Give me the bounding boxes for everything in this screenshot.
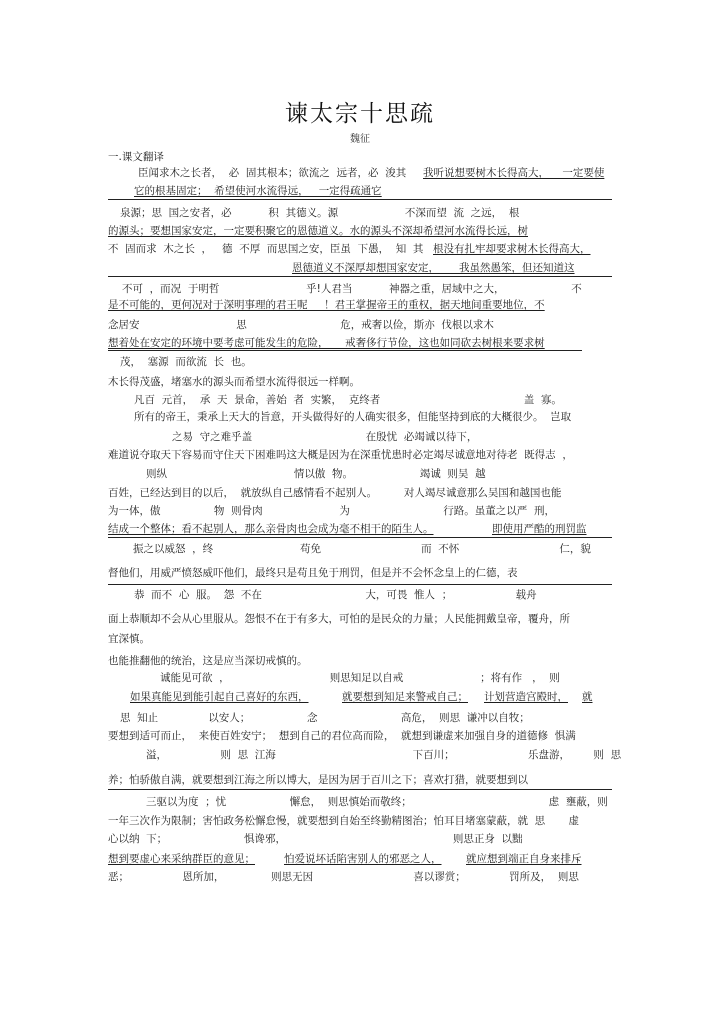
text-line: 则纵 情以傲 物。 竭诚 则吴 越 bbox=[146, 468, 486, 480]
text-line: 宜深慎。 bbox=[108, 633, 150, 645]
text-line: 想到要虚心来采纳群臣的意见； bbox=[108, 853, 255, 865]
text-line: 想着处在安定的环境中要考虑可能发生的危险， 戒奢侈行节俭，这也如同砍去树根来要求树 bbox=[108, 337, 545, 349]
text-line: 为一体，傲 物 则骨肉 为 行路。虽董之以严 刑， bbox=[108, 505, 555, 517]
text-line: 一年三次作为限制；害怕政务松懈怠慢，就要想到自始至终勤精图治；怕耳目堵塞蒙蔽，就 思 虚 bbox=[108, 815, 580, 827]
divider bbox=[108, 350, 582, 351]
text-line: 心以纳 下； 惧谗邪， 则思正身 以黜 bbox=[108, 833, 523, 845]
text-line: 恶； 恩所加， 则思无因 喜以谬赏； 罚所及， 则思 bbox=[108, 871, 579, 883]
divider bbox=[108, 584, 612, 585]
text-line: 木长得茂盛，堵塞水的源头而希望水流得很远一样啊。 bbox=[108, 376, 360, 388]
text-line: 计划营造宫殿时， bbox=[484, 691, 568, 703]
text-line: 振之以威怒 ，终 苟免 而 不怀 仁，貌 bbox=[133, 543, 591, 555]
text-line: 也能推翻他的统治，这是应当深切戒慎的。 bbox=[108, 655, 308, 667]
divider bbox=[108, 199, 612, 200]
text-line: 就要想到知足来警戒自己； bbox=[342, 691, 468, 703]
text-line: 要想到适可而止， 来使百姓安宁； 想到自己的君位高而险， 就想到谦虚来加强自身的道德修 惧满 bbox=[108, 730, 576, 742]
text-line: 泉源；思 国之安者，必 积 其德义。源 不深而望 流 之远， 根 bbox=[120, 207, 520, 219]
divider bbox=[108, 537, 612, 538]
text-line: 凡百 元首， 承 天 景命，善始 者 实繁， 克终者 盖 寡。 bbox=[134, 394, 562, 406]
text-line: 恩德道义不深厚却想国家安定， 我虽然愚笨，但还知道这 bbox=[292, 262, 575, 274]
text-line: 之易 守之难乎盖 在殷忧 必竭诚以待下， bbox=[172, 431, 478, 443]
text-line: 臣闻求木之长者， 必 固其根本；欲流之 远者，必 浚其 bbox=[138, 167, 413, 179]
text-line: 不 固而求 木之长 ， 德 不厚 而思国之安，臣虽 下愚， 知 其 bbox=[108, 243, 431, 255]
text-line: 结成一个整体；看不起别人，那么亲骨肉也会成为毫不相干的陌生人。 bbox=[108, 523, 434, 535]
text-line: 它的根基固定； 希望使河水流得远， 一定得疏通它 bbox=[134, 185, 382, 197]
text-line: 的源头；要想国家安定，一定要积聚它的恩德道义。水的源头不深却希望河水流得长远，树 bbox=[108, 225, 528, 237]
text-line: 所有的帝王，秉承上天大的旨意，开头做得好的人确实很多，但能坚持到底的大概很少。 岂取 bbox=[134, 411, 572, 423]
text-line: 面上恭顺却不会从心里服从。怨恨不在于有多大，可怕的是民众的力量；人民能拥戴皇帝，覆舟，所 bbox=[108, 613, 570, 625]
divider bbox=[108, 276, 612, 277]
text-line: 溢， 则 思 江海 下百川； 乐盘游， 则 思 bbox=[146, 749, 622, 761]
text-line: 就应想到端正自身来排斥 bbox=[466, 853, 582, 865]
page-title: 谏太宗十思疏 bbox=[285, 101, 435, 127]
text-line: 诚能见可欲 ， 则思知足以自戒 ；将有作 ， 则 bbox=[160, 672, 560, 684]
text-line: 恭 而不 心 服。 怨 不在 大，可畏 惟人 ； 载舟 bbox=[134, 589, 537, 601]
divider bbox=[108, 789, 612, 790]
text-line: 如果真能见到能引起自己喜好的东西， bbox=[130, 691, 309, 703]
text-line: 怕爱说坏话陷害别人的邪恶之人， bbox=[284, 853, 442, 865]
author-name: 魏征 bbox=[350, 134, 370, 145]
section-heading: 一.课文翻译 bbox=[108, 151, 164, 163]
text-line: 念居安 思 危，戒奢以俭，斯亦 伐根以求木 bbox=[108, 319, 494, 331]
text-line: 即使用严酷的刑罚监 bbox=[492, 523, 587, 535]
text-line: 难道说夺取天下容易而守住天下困难吗这大概是因为在深重忧患时必定竭尽诚意地对待老 既得志 ， bbox=[108, 449, 573, 461]
text-line: 三驱以为度 ；忧 懈怠， 则思慎始而敬终； 虑 壅蔽，则 bbox=[146, 796, 608, 808]
text-line: 我听说想要树木长得高大， 一定要使 bbox=[423, 167, 605, 179]
text-line: 督他们，用威严愤怒威吓他们，最终只是苟且免于刑罚，但是并不会怀念皇上的仁德，表 bbox=[108, 567, 518, 579]
text-line: 不可 ，而况 于明哲 乎!人君当 神器之重，居域中之大， 不 bbox=[122, 283, 582, 295]
text-line: 思 知止 以安人； 念 高危， 则思 谦冲以自牧； bbox=[120, 712, 530, 724]
text-line: 就 bbox=[582, 691, 593, 703]
text-line: 百姓，已经达到目的以后， 就放纵自己感情看不起别人。 对人竭尽诚意那么吴国和越国也能 bbox=[108, 487, 562, 499]
text-line: 是不可能的，更何况对于深明事理的君王呢 ！君王掌握帝王的重权，据天地间重要地位，不 bbox=[108, 299, 545, 311]
text-line: 养；怕骄傲自满，就要想到江海之所以博大，是因为居于百川之下；喜欢打猎，就要想到以 bbox=[108, 774, 528, 786]
text-line: 茂， 塞源 而欲流 长 也。 bbox=[120, 356, 252, 368]
text-line: 根没有扎牢却要求树木长得高大， bbox=[433, 243, 591, 255]
